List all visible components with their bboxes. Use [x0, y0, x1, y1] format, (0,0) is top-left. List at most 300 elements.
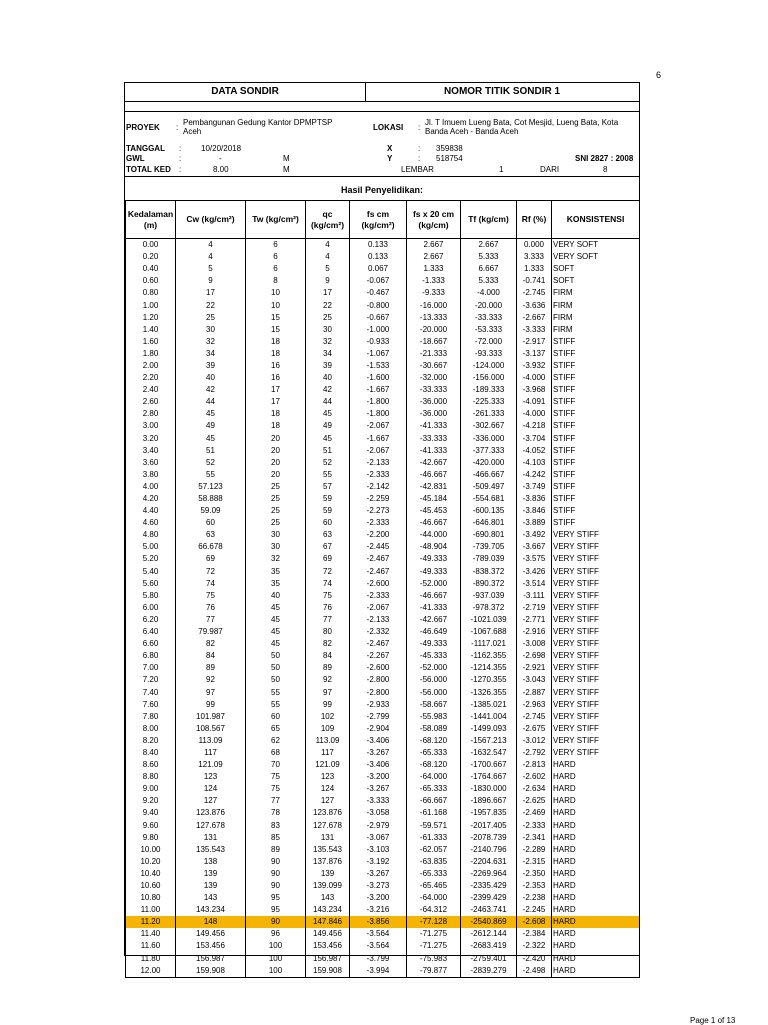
table-cell: HARD — [552, 868, 640, 880]
table-cell: 101.987 — [176, 711, 246, 723]
table-cell: -2.273 — [350, 505, 407, 517]
table-cell: 9 — [306, 275, 350, 287]
table-cell: -3.012 — [517, 735, 552, 747]
table-cell: 50 — [246, 662, 306, 674]
table-cell: -30.667 — [407, 360, 461, 372]
table-cell: -33.333 — [407, 384, 461, 396]
table-cell: -2.259 — [350, 493, 407, 505]
table-cell: STIFF — [552, 457, 640, 469]
table-cell: -3.846 — [517, 505, 552, 517]
table-cell: -646.801 — [461, 517, 517, 529]
table-cell: 11.60 — [126, 940, 176, 952]
table-cell: HARD — [552, 892, 640, 904]
table-cell: -1499.093 — [461, 723, 517, 735]
table-cell: -41.333 — [407, 445, 461, 457]
table-row — [126, 916, 640, 928]
table-cell: -0.933 — [350, 336, 407, 348]
table-cell: 18 — [246, 420, 306, 432]
table-cell: -3.704 — [517, 433, 552, 445]
table-cell: -48.904 — [407, 541, 461, 553]
table-cell: 10.60 — [126, 880, 176, 892]
table-cell: -2.333 — [350, 517, 407, 529]
table-cell: -420.000 — [461, 457, 517, 469]
total-ked-unit: M — [283, 165, 290, 174]
table-cell: -2839.279 — [461, 965, 517, 978]
table-cell: 9.40 — [126, 807, 176, 819]
table-cell: -3.799 — [350, 953, 407, 965]
table-cell: -3.856 — [350, 916, 407, 928]
lokasi-value-line1: Jl. T Imuem Lueng Bata, Cot Mesjid, Lueng Bata, Kota — [425, 118, 619, 127]
table-row — [126, 312, 640, 324]
table-cell: 123 — [306, 771, 350, 783]
table-cell: 74 — [306, 578, 350, 590]
table-row — [126, 868, 640, 880]
table-cell: -65.465 — [407, 880, 461, 892]
table-cell: STIFF — [552, 469, 640, 481]
table-cell: -2.921 — [517, 662, 552, 674]
title-data-sondir: DATA SONDIR — [125, 83, 366, 101]
table-cell: -59.571 — [407, 820, 461, 832]
table-cell: 4.80 — [126, 529, 176, 541]
table-cell: 0.40 — [126, 263, 176, 275]
table-cell: VERY STIFF — [552, 662, 640, 674]
table-cell: 7.80 — [126, 711, 176, 723]
table-cell: 75 — [306, 590, 350, 602]
table-cell: -2335.429 — [461, 880, 517, 892]
table-cell: 3.00 — [126, 420, 176, 432]
table-cell: 10.80 — [126, 892, 176, 904]
table-cell: 97 — [306, 686, 350, 698]
table-cell: 10.40 — [126, 868, 176, 880]
table-cell: VERY STIFF — [552, 735, 640, 747]
table-cell: 90 — [246, 880, 306, 892]
table-cell: -1.000 — [350, 324, 407, 336]
table-cell: -2.675 — [517, 723, 552, 735]
table-cell: -56.000 — [407, 674, 461, 686]
table-cell: 8.60 — [126, 759, 176, 771]
table-row — [126, 614, 640, 626]
table-row — [126, 445, 640, 457]
table-cell: 147.846 — [306, 916, 350, 928]
table-cell: 139 — [176, 868, 246, 880]
table-cell: -2.498 — [517, 965, 552, 978]
table-row — [126, 578, 640, 590]
y-value: 518754 — [436, 154, 463, 163]
table-cell: HARD — [552, 953, 640, 965]
table-cell: 153.456 — [306, 940, 350, 952]
table-cell: -3.111 — [517, 590, 552, 602]
table-cell: HARD — [552, 904, 640, 916]
table-cell: 100 — [246, 953, 306, 965]
table-row — [126, 505, 640, 517]
table-cell: 4 — [306, 251, 350, 263]
table-row — [126, 239, 640, 252]
table-cell: SOFT — [552, 275, 640, 287]
table-cell: -2.745 — [517, 287, 552, 299]
table-cell: 143 — [176, 892, 246, 904]
table-cell: -2540.869 — [461, 916, 517, 928]
table-row — [126, 553, 640, 565]
table-cell: 3.40 — [126, 445, 176, 457]
gwl-colon: : — [179, 154, 182, 163]
table-cell: -62.057 — [407, 844, 461, 856]
table-cell: 1.60 — [126, 336, 176, 348]
table-cell: 4 — [176, 239, 246, 252]
table-cell: 3.333 — [517, 251, 552, 263]
table-cell: -2.799 — [350, 711, 407, 723]
table-row — [126, 783, 640, 795]
table-cell: -61.168 — [407, 807, 461, 819]
table-cell: 92 — [306, 674, 350, 686]
table-cell: SOFT — [552, 263, 640, 275]
divider — [125, 111, 639, 112]
table-row — [126, 408, 640, 420]
table-cell: -1441.004 — [461, 711, 517, 723]
table-cell: 45 — [246, 626, 306, 638]
table-cell: 159.908 — [306, 965, 350, 978]
table-cell: -77.128 — [407, 916, 461, 928]
table-cell: 30 — [246, 529, 306, 541]
table-cell: -4.000 — [461, 287, 517, 299]
table-cell: -4.242 — [517, 469, 552, 481]
table-cell: -3.968 — [517, 384, 552, 396]
table-cell: 57.123 — [176, 481, 246, 493]
table-cell: 5.60 — [126, 578, 176, 590]
table-row — [126, 820, 640, 832]
table-cell: 117 — [306, 747, 350, 759]
table-cell: -4.091 — [517, 396, 552, 408]
table-row — [126, 541, 640, 553]
table-cell: -66.667 — [407, 795, 461, 807]
table-cell: -2078.739 — [461, 832, 517, 844]
table-cell: 59.09 — [176, 505, 246, 517]
table-cell: VERY STIFF — [552, 541, 640, 553]
table-cell: 15 — [246, 312, 306, 324]
table-cell: 11.20 — [126, 916, 176, 928]
table-cell: -2.067 — [350, 420, 407, 432]
table-cell: 4.60 — [126, 517, 176, 529]
table-cell: -16.000 — [407, 299, 461, 311]
table-cell: -71.275 — [407, 940, 461, 952]
table-cell: 139 — [306, 868, 350, 880]
table-cell: STIFF — [552, 517, 640, 529]
table-cell: 30 — [176, 324, 246, 336]
table-cell: 149.456 — [306, 928, 350, 940]
table-cell: VERY SOFT — [552, 251, 640, 263]
table-cell: 159.908 — [176, 965, 246, 978]
table-row — [126, 299, 640, 311]
table-cell: STIFF — [552, 493, 640, 505]
proyek-label: PROYEK — [126, 123, 160, 132]
table-cell: STIFF — [552, 396, 640, 408]
table-row — [126, 263, 640, 275]
table-cell: -2.771 — [517, 614, 552, 626]
gwl-unit: M — [283, 154, 290, 163]
table-cell: -68.120 — [407, 759, 461, 771]
table-cell: -72.000 — [461, 336, 517, 348]
table-cell: VERY STIFF — [552, 686, 640, 698]
table-cell: 63 — [306, 529, 350, 541]
table-cell: -0.800 — [350, 299, 407, 311]
table-cell: 4 — [176, 251, 246, 263]
table-cell: 6 — [246, 251, 306, 263]
table-cell: 72 — [176, 566, 246, 578]
table-cell: -2.267 — [350, 650, 407, 662]
table-cell: 0.067 — [350, 263, 407, 275]
table-cell: 6 — [246, 239, 306, 252]
table-cell: 85 — [246, 832, 306, 844]
table-cell: -33.333 — [461, 312, 517, 324]
table-cell: -63.835 — [407, 856, 461, 868]
table-cell: 84 — [176, 650, 246, 662]
table-cell: -3.058 — [350, 807, 407, 819]
table-cell: -1567.213 — [461, 735, 517, 747]
sondir-sheet — [124, 82, 640, 975]
table-cell: -261.333 — [461, 408, 517, 420]
table-cell: 69 — [306, 553, 350, 565]
table-cell: 0.000 — [517, 239, 552, 252]
table-cell: 66.678 — [176, 541, 246, 553]
table-cell: -1700.667 — [461, 759, 517, 771]
table-cell: 1.333 — [407, 263, 461, 275]
table-cell: -2140.796 — [461, 844, 517, 856]
table-cell: -41.333 — [407, 602, 461, 614]
table-cell: STIFF — [552, 408, 640, 420]
table-cell: 40 — [246, 590, 306, 602]
table-cell: -1021.039 — [461, 614, 517, 626]
table-cell: -838.372 — [461, 566, 517, 578]
table-cell: -1632.547 — [461, 747, 517, 759]
column-header: Tf (kg/cm) — [461, 201, 517, 239]
table-cell: 44 — [306, 396, 350, 408]
table-cell: -1.333 — [407, 275, 461, 287]
column-header: qc (kg/cm²) — [306, 201, 350, 239]
table-cell: -2.963 — [517, 699, 552, 711]
proyek-colon: : — [176, 123, 179, 132]
table-cell: -64.000 — [407, 771, 461, 783]
table-cell: -2269.964 — [461, 868, 517, 880]
table-cell: 77 — [246, 795, 306, 807]
table-cell: -2.602 — [517, 771, 552, 783]
table-cell: 90 — [246, 868, 306, 880]
table-cell: VERY SOFT — [552, 239, 640, 252]
table-body — [126, 239, 640, 978]
table-row — [126, 566, 640, 578]
table-cell: 6.00 — [126, 602, 176, 614]
table-cell: 34 — [306, 348, 350, 360]
table-cell: -75.983 — [407, 953, 461, 965]
table-cell: 45 — [306, 408, 350, 420]
table-cell: 121.09 — [176, 759, 246, 771]
table-cell: 30 — [246, 541, 306, 553]
table-cell: 39 — [176, 360, 246, 372]
table-cell: 137.876 — [306, 856, 350, 868]
table-cell: 89 — [246, 844, 306, 856]
table-cell: STIFF — [552, 384, 640, 396]
table-cell: 16 — [246, 372, 306, 384]
table-cell: -1.667 — [350, 433, 407, 445]
table-cell: STIFF — [552, 360, 640, 372]
table-cell: HARD — [552, 807, 640, 819]
table-cell: -45.453 — [407, 505, 461, 517]
table-cell: -509.497 — [461, 481, 517, 493]
table-row — [126, 735, 640, 747]
table-cell: VERY STIFF — [552, 638, 640, 650]
table-cell: 50 — [246, 650, 306, 662]
table-row — [126, 638, 640, 650]
table-cell: HARD — [552, 759, 640, 771]
table-cell: 89 — [176, 662, 246, 674]
table-cell: -789.039 — [461, 553, 517, 565]
table-cell: 7.20 — [126, 674, 176, 686]
table-cell: -554.681 — [461, 493, 517, 505]
table-row — [126, 602, 640, 614]
table-cell: -3.267 — [350, 747, 407, 759]
table-cell: 16 — [246, 360, 306, 372]
table-cell: -2.067 — [350, 602, 407, 614]
table-cell: 45 — [246, 602, 306, 614]
table-row — [126, 759, 640, 771]
table-cell: -71.275 — [407, 928, 461, 940]
table-cell: -3.216 — [350, 904, 407, 916]
table-cell: 20 — [246, 457, 306, 469]
table-cell: VERY STIFF — [552, 529, 640, 541]
table-cell: 6.667 — [461, 263, 517, 275]
table-cell: -3.333 — [350, 795, 407, 807]
column-header: Tw (kg/cm²) — [246, 201, 306, 239]
table-cell: -46.649 — [407, 626, 461, 638]
table-cell: 25 — [176, 312, 246, 324]
table-cell: VERY STIFF — [552, 747, 640, 759]
column-header: Rf (%) — [517, 201, 552, 239]
table-cell: -3.192 — [350, 856, 407, 868]
table-cell: -2.719 — [517, 602, 552, 614]
column-header: Kedalaman (m) — [126, 201, 176, 239]
table-cell: 131 — [176, 832, 246, 844]
proyek-value-line2: Aceh — [183, 127, 202, 136]
table-cell: HARD — [552, 928, 640, 940]
table-cell: 108.567 — [176, 723, 246, 735]
column-header: fs cm (kg/cm²) — [350, 201, 407, 239]
table-cell: 9.20 — [126, 795, 176, 807]
table-cell: -4.218 — [517, 420, 552, 432]
table-cell: -58.089 — [407, 723, 461, 735]
table-cell: STIFF — [552, 445, 640, 457]
table-cell: 121.09 — [306, 759, 350, 771]
table-cell: -739.705 — [461, 541, 517, 553]
table-cell: -2.332 — [350, 626, 407, 638]
table-cell: -36.000 — [407, 408, 461, 420]
table-cell: -3.667 — [517, 541, 552, 553]
table-cell: 15 — [246, 324, 306, 336]
table-cell: -2.467 — [350, 638, 407, 650]
table-cell: -1.533 — [350, 360, 407, 372]
table-cell: 17 — [246, 396, 306, 408]
table-cell: 11.00 — [126, 904, 176, 916]
table-row — [126, 723, 640, 735]
table-cell: -56.000 — [407, 686, 461, 698]
table-cell: 10 — [246, 287, 306, 299]
table-cell: 0.133 — [350, 239, 407, 252]
table-cell: -2.333 — [350, 590, 407, 602]
table-cell: 17 — [176, 287, 246, 299]
table-row — [126, 384, 640, 396]
table-row — [126, 324, 640, 336]
table-cell: 18 — [246, 336, 306, 348]
table-cell: -3.043 — [517, 674, 552, 686]
table-cell: -3.994 — [350, 965, 407, 978]
table-cell: -2463.741 — [461, 904, 517, 916]
table-cell: -2.800 — [350, 686, 407, 698]
lokasi-label: LOKASI — [373, 123, 404, 132]
table-row — [126, 469, 640, 481]
table-cell: -937.039 — [461, 590, 517, 602]
table-row — [126, 904, 640, 916]
table-cell: 9 — [176, 275, 246, 287]
table-row — [126, 529, 640, 541]
table-cell: 44 — [176, 396, 246, 408]
table-row — [126, 771, 640, 783]
table-cell: 0.00 — [126, 239, 176, 252]
title-row — [125, 83, 639, 102]
table-cell: 82 — [176, 638, 246, 650]
table-row — [126, 433, 640, 445]
table-cell: -45.333 — [407, 650, 461, 662]
table-cell: 148 — [176, 916, 246, 928]
tanggal-label: TANGGAL — [126, 144, 165, 153]
table-cell: -2612.144 — [461, 928, 517, 940]
table-cell: -32.000 — [407, 372, 461, 384]
table-cell: -46.667 — [407, 469, 461, 481]
table-row — [126, 481, 640, 493]
table-cell: 10.00 — [126, 844, 176, 856]
table-cell: HARD — [552, 940, 640, 952]
table-cell: 90 — [246, 856, 306, 868]
table-cell: -225.333 — [461, 396, 517, 408]
table-cell: -2.350 — [517, 868, 552, 880]
table-cell: 127 — [306, 795, 350, 807]
table-cell: -124.000 — [461, 360, 517, 372]
table-cell: 95 — [246, 904, 306, 916]
table-cell: 5.333 — [461, 275, 517, 287]
table-cell: -2.800 — [350, 674, 407, 686]
table-cell: -3.932 — [517, 360, 552, 372]
table-cell: -21.333 — [407, 348, 461, 360]
table-cell: -3.273 — [350, 880, 407, 892]
table-cell: 83 — [246, 820, 306, 832]
table-cell: 113.09 — [306, 735, 350, 747]
table-cell: 7.00 — [126, 662, 176, 674]
table-cell: -978.372 — [461, 602, 517, 614]
table-cell: 2.667 — [461, 239, 517, 252]
table-cell: -2.600 — [350, 662, 407, 674]
table-cell: 100 — [246, 940, 306, 952]
table-cell: VERY STIFF — [552, 650, 640, 662]
table-row — [126, 590, 640, 602]
table-cell: 69 — [176, 553, 246, 565]
table-cell: HARD — [552, 820, 640, 832]
table-cell: 79.987 — [176, 626, 246, 638]
tanggal-colon: : — [179, 144, 182, 153]
table-cell: 10 — [246, 299, 306, 311]
table-cell: -1117.021 — [461, 638, 517, 650]
table-cell: 5.40 — [126, 566, 176, 578]
table-cell: -2.133 — [350, 614, 407, 626]
table-cell: -55.983 — [407, 711, 461, 723]
table-cell: 8.20 — [126, 735, 176, 747]
table-cell: 40 — [176, 372, 246, 384]
table-row — [126, 360, 640, 372]
